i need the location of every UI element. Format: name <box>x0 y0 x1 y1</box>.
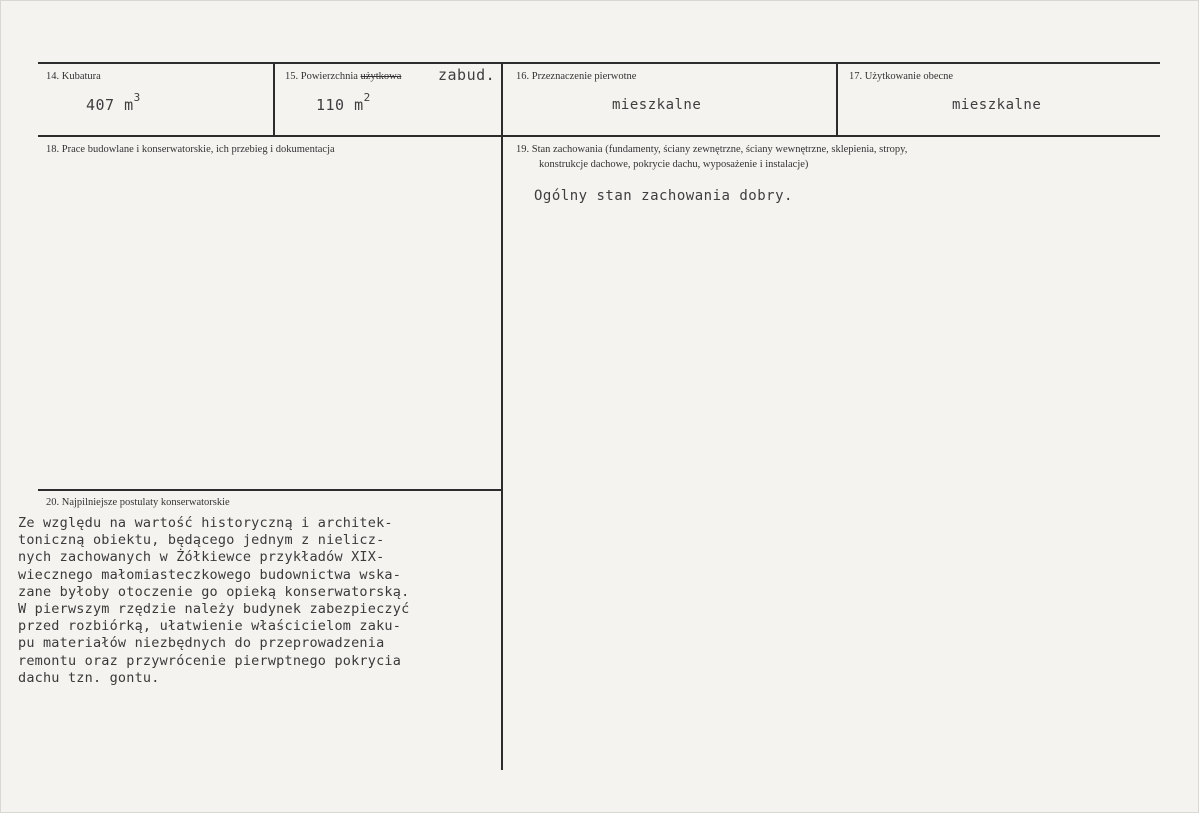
field-14-value <box>86 91 141 114</box>
field-20-line: nych zachowanych w Żółkiewce przykładów XIX- <box>18 549 385 566</box>
field-20-line: W pierwszym rzędzie należy budynek zabezpieczyć <box>18 601 410 618</box>
section20-top-rule <box>38 489 502 491</box>
field-15-crossed-word: użytkowa <box>360 71 402 82</box>
field-16-label: 16. Przeznaczenie pierwotne <box>516 71 637 82</box>
field-20-line: remontu oraz przywrócenie pierwptnego pokrycia <box>18 652 402 669</box>
field-20-line: wiecznego małomiasteczkowego budownictwa wska- <box>18 566 402 583</box>
field-19-value: Ogólny stan zachowania dobry. <box>534 188 793 204</box>
field-16-value: mieszkalne <box>612 97 702 113</box>
field-19-label-line1: 19. Stan zachowania (fundamenty, ściany zewnętrzne, ściany wewnętrzne, sklepienia, stropy, <box>516 144 908 155</box>
col-divider-main <box>501 62 503 770</box>
field-15-exponent: 2 <box>363 91 371 104</box>
col-divider-16-17 <box>836 62 838 137</box>
field-17-value: mieszkalne <box>952 97 1042 113</box>
field-14-exponent: 3 <box>133 91 141 104</box>
field-15-typed-addition: zabud. <box>438 66 496 84</box>
field-20-label: 20. Najpilniejsze postulaty konserwatorskie <box>46 497 230 508</box>
field-20-line: dachu tzn. gontu. <box>18 669 160 686</box>
field-15-label-text: 15. Powierzchnia <box>285 71 358 82</box>
field-14-number: 407 m <box>86 96 134 114</box>
field-20-text <box>18 515 498 687</box>
field-19-label-line2: konstrukcje dachowe, pokrycie dachu, wyposażenie i instalacje) <box>539 159 809 170</box>
field-18-label: 18. Prace budowlane i konserwatorskie, ich przebieg i dokumentacja <box>46 144 335 155</box>
field-20-line: zane byłoby otoczenie go opieką konserwatorską. <box>18 583 410 600</box>
field-20-line: toniczną obiektu, będącego jednym z nielicz- <box>18 532 385 549</box>
field-15-label <box>285 70 401 84</box>
top-rule <box>38 62 1160 64</box>
field-20-line: pu materiałów niezbędnych do przeprowadzenia <box>18 635 385 652</box>
field-14-label: 14. Kubatura <box>46 71 101 82</box>
field-15-value <box>316 91 371 114</box>
field-17-label: 17. Użytkowanie obecne <box>849 71 954 82</box>
field-15-number: 110 m <box>316 96 364 114</box>
col-divider-14-15 <box>273 62 275 137</box>
field-20-line: przed rozbiórką, ułatwienie właścicielom zaku- <box>18 618 402 635</box>
row1-bottom-rule <box>38 135 1160 137</box>
field-20-line: Ze względu na wartość historyczną i architek- <box>18 515 393 531</box>
